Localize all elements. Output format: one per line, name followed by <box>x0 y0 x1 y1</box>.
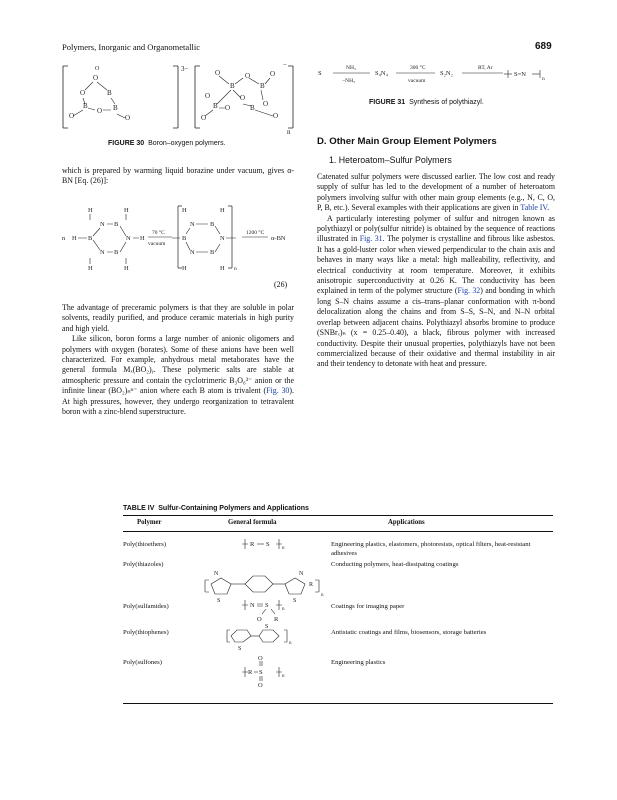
cell-applications <box>331 560 546 569</box>
cell-polymer: Poly(thiophenes) <box>123 629 169 636</box>
paragraph <box>317 172 555 214</box>
reagent-2-top: 300 °C <box>410 65 426 71</box>
figure-31-link[interactable]: Fig. 31 <box>359 234 383 244</box>
text-run: Catenated sulfur polymers were discussed earlier. The low cost and ready supply of sulfur has led to the development of a number of heteroatom polymers involving sulfur with other main group elements (e.g., N, C, O, P, B, etc.). Several examples with their applications are given in <box>317 172 555 213</box>
atom-o: O <box>97 107 103 115</box>
table-row <box>123 628 169 637</box>
paragraph <box>317 214 555 370</box>
atom-n: N <box>220 235 225 242</box>
applications-text: Conducting polymers, heat-dissipating coatings <box>331 561 459 568</box>
atom-h: H <box>140 235 145 242</box>
repeat-n: n <box>234 266 237 272</box>
cell-applications <box>331 602 546 611</box>
atom-o: O <box>240 94 246 102</box>
atom-h: H <box>182 265 187 272</box>
reactant-s: S <box>318 70 322 77</box>
atom-o: O <box>205 92 211 100</box>
table-iv-link[interactable]: Table IV <box>520 203 548 213</box>
atom-o: O <box>225 104 231 112</box>
paragraph <box>62 334 294 417</box>
page-number: 689 <box>535 41 552 52</box>
left-intro <box>62 166 294 187</box>
equation-26-scheme <box>60 200 296 278</box>
atom-o: O <box>273 112 279 120</box>
atom-h: H <box>220 207 225 214</box>
label-s: S <box>265 624 269 630</box>
applications-text: Engineering plastics, elastomers, photoresists, optical filters, heat-resistant adhesives <box>331 541 531 557</box>
atom-h: H <box>124 265 129 272</box>
label-n: n <box>282 674 285 679</box>
cell-polymer: Poly(thioethers) <box>123 541 167 548</box>
label-r: R <box>248 669 253 676</box>
formula-thiophene <box>223 622 298 652</box>
cell-polymer: Poly(sulfamides) <box>123 603 169 610</box>
label-s: S <box>266 541 270 548</box>
table-top-rule <box>123 515 553 516</box>
figure-31-caption <box>369 99 484 106</box>
left-body <box>62 303 294 417</box>
atom-b: B <box>182 235 187 242</box>
label-r: R <box>274 616 279 623</box>
label-n: n <box>321 593 324 598</box>
atom-n: N <box>190 249 195 256</box>
caption-label: FIGURE 30 <box>108 140 145 147</box>
table-title-text: Sulfur-Containing Polymers and Applications <box>158 505 309 512</box>
figure-31-scheme <box>318 60 558 90</box>
cell-polymer: Poly(sulfones) <box>123 659 163 666</box>
label-n: N <box>299 571 304 577</box>
charge-3-label: 3− <box>181 65 189 73</box>
applications-text: Antistatic coatings and films, biosensors, storage batteries <box>331 629 487 636</box>
formula-thioether <box>238 537 288 551</box>
text-run: . The polymer is crystalline and fibrous like asbestos. It has a gold-luster color when viewed perpendicular to the chain axis and behaves in many ways like a metal: high malleability, reflectivity, and electrical conductivity at room temperature. Moreover, it exhibits anisotropic superconductivity at 0.26 K. The conductivity has been explained in term of the polymer structure ( <box>317 234 556 296</box>
label-s: S <box>238 646 242 652</box>
atom-h: H <box>72 235 77 242</box>
atom-o: O <box>270 70 276 78</box>
label-r: R <box>250 541 255 548</box>
subsection-title: 1. Heteroatom–Sulfur Polymers <box>329 155 452 165</box>
label-o: O <box>258 682 263 688</box>
atom-b: B <box>107 89 112 97</box>
label-s: S <box>293 598 297 604</box>
figure-30-structure <box>55 58 300 136</box>
formula-sulfone <box>238 652 298 688</box>
atom-h: H <box>182 207 187 214</box>
table-iv-title <box>123 505 309 512</box>
label-n: N <box>214 571 219 577</box>
table-row <box>123 602 169 611</box>
reagent-1-top: NH₃ <box>346 65 356 71</box>
atom-h: H <box>220 265 225 272</box>
running-title: Polymers, Inorganic and Organometallic <box>62 42 201 52</box>
atom-o: O <box>201 114 207 122</box>
eq-product: α-BN <box>271 235 286 242</box>
table-label: TABLE IV <box>123 505 155 512</box>
reagent-1-bottom: −NH₃ <box>342 78 355 84</box>
atom-n: N <box>100 249 105 256</box>
atom-b: B <box>83 102 88 110</box>
atom-b: B <box>260 82 265 90</box>
polymer-n: n <box>542 76 545 82</box>
atom-b: B <box>114 221 119 228</box>
table-bottom-rule <box>123 703 553 704</box>
label-n: n <box>282 607 285 612</box>
applications-text: Engineering plastics <box>331 659 386 666</box>
text-run: ) and bonding in which long S–N chains assume a cis–trans–planar conformation with π-bond delocalization along the chains and from S–S, S–N, and N–N orbital overlap between adjacent chains. Polythiazyl absorbs bromine to produce (SNBrₓ)ₙ (x = 0.25–0.40), a black, fibrous polymer with increased conductivity. Despite their unusual properties, polythiazyls have not been commercialized because of their oxidative and thermal instability in air and their tendency to detonate with heat and pressure. <box>317 286 555 369</box>
equation-number: (26) <box>274 280 288 289</box>
label-o: O <box>257 616 262 623</box>
label-n: n <box>282 546 285 551</box>
header-applications: Applications <box>388 519 425 526</box>
eq-cond1-top: 70 °C <box>152 230 165 236</box>
label-s: S <box>217 598 221 604</box>
figure-30-link[interactable]: Fig. 30 <box>266 386 290 396</box>
figure-32-link[interactable]: Fig. 32 <box>457 286 481 296</box>
table-row <box>123 658 162 667</box>
table-header-rule <box>123 531 553 532</box>
caption-label: FIGURE 31 <box>369 99 406 106</box>
atom-h: H <box>88 207 93 214</box>
caption-text: Boron–oxygen polymers. <box>148 140 226 147</box>
atom-h: H <box>88 265 93 272</box>
paragraph: which is prepared by warming liquid borazine under vacuum, gives α-BN [Eq. (26)]: <box>62 166 294 186</box>
label-n: n <box>289 641 292 646</box>
section-title: D. Other Main Group Element Polymers <box>317 136 497 147</box>
repeat-n-label: n <box>287 128 291 136</box>
atom-o: O <box>245 72 251 80</box>
atom-b: B <box>113 104 118 112</box>
atom-b: B <box>210 221 215 228</box>
cell-applications <box>331 658 546 667</box>
atom-b: B <box>114 249 119 256</box>
label-s: S <box>265 602 269 609</box>
applications-text: Coatings for imaging paper <box>331 603 405 610</box>
atom-o: O <box>93 74 99 82</box>
atom-n: N <box>100 221 105 228</box>
reagent-2-bottom: vacuum <box>408 78 426 84</box>
text-run: Like silicon, boron forms a large number of anionic oligomers and polymers with oxygen (borates). Some of these anions have been well characterized. For example, anhydrous metal metaborates have the general formula Mₓ(BO₂)ᵧ. These polymeric salts are stable at atmospheric pressure and contain the cyclotrimeric B₃O₆³⁻ anion or the infinite linear (BO₂)ₙⁿ⁻ anion where each B atom is trivalent ( <box>62 334 294 396</box>
atom-o: O <box>80 89 86 97</box>
table-row <box>123 540 166 549</box>
atom-b: B <box>230 82 235 90</box>
eq-lead-n: n <box>62 235 66 242</box>
text-run: A particularly interesting polymer of sulfur and nitrogen known as polythiazyl or poly(sulfur nitride) is obtained by the sequence of reactions illustrated in <box>317 213 555 244</box>
eq-cond2-top: 1200 °C <box>246 230 265 236</box>
atom-o: O <box>263 100 269 108</box>
label-s: S <box>259 669 263 676</box>
atom-o: O <box>215 69 221 77</box>
label-o: O <box>258 655 263 662</box>
header-formula: General formula <box>228 519 277 526</box>
eq-cond1-bottom: vacuum <box>148 241 166 247</box>
atom-b: B <box>210 249 215 256</box>
formula-thiazole <box>201 556 331 604</box>
atom-n: N <box>190 221 195 228</box>
label-n: N <box>250 602 255 609</box>
polymer-sn: S=N <box>514 71 526 78</box>
atom-b: B <box>250 104 255 112</box>
species-s4n4: S₄N₄ <box>375 70 388 77</box>
formula-sulfamide <box>238 598 298 624</box>
table-row <box>123 560 164 569</box>
atom-b: B <box>213 102 218 110</box>
label-r: R <box>309 582 314 588</box>
caption-text: Synthesis of polythiazyl. <box>409 99 484 106</box>
text-run: ). At high pressures, however, they undergo reorganization to tetravalent boron with a zinc-blend superstructure. <box>62 386 294 417</box>
atom-b: B <box>88 235 93 242</box>
header-polymer: Polymer <box>137 519 162 526</box>
atom-h: H <box>124 207 129 214</box>
atom-o: O <box>125 114 131 122</box>
species-s2n2: S₂N₂ <box>440 70 453 77</box>
cell-applications <box>331 540 546 558</box>
atom-o: O <box>69 112 75 120</box>
atom-o: O <box>95 66 100 72</box>
charge-label: − <box>283 61 287 69</box>
atom-n: N <box>126 235 131 242</box>
text-run: . <box>547 203 550 213</box>
cell-polymer: Poly(thiazoles) <box>123 561 164 568</box>
cell-applications <box>331 628 546 637</box>
paragraph: The advantage of preceramic polymers is that they are soluble in polar solvents, readily purified, and produce ceramic materials in high purity and high yield. <box>62 303 294 333</box>
reagent-3-top: RT, Ar <box>478 65 493 71</box>
figure-30-caption <box>108 140 226 147</box>
right-body <box>317 172 555 370</box>
